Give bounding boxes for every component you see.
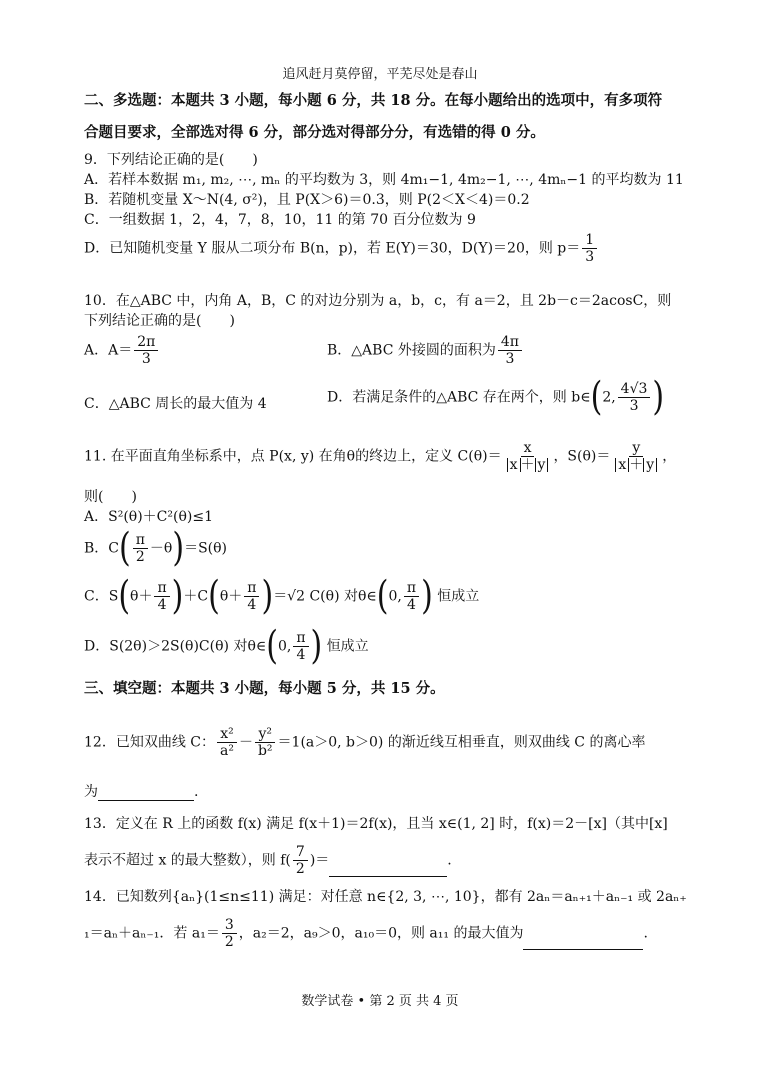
section2-instructions-line1: 二、多选题：本题共 3 小题，每小题 6 分，共 18 分。在每小题给出的选项中，有多项符 bbox=[84, 92, 663, 109]
minus-sign: － bbox=[238, 734, 253, 751]
page-footer: 数学试卷 • 第 2 页 共 4 页 bbox=[301, 994, 459, 1009]
q12-line1 bbox=[84, 726, 645, 759]
q9-option-d bbox=[84, 232, 599, 265]
q12-line2 bbox=[84, 783, 198, 801]
fraction bbox=[217, 726, 237, 759]
denominator: a² bbox=[219, 743, 234, 759]
interval-lower: 2, bbox=[602, 389, 616, 406]
interval-lower: 0, bbox=[388, 588, 402, 605]
answer-blank[interactable] bbox=[98, 786, 194, 801]
q14-line2-post: ，a₂＝2，a₉＞0，a₁₀＝0，则 a₁₁ 的最大值为 bbox=[238, 925, 524, 942]
left-paren-icon: ( bbox=[266, 623, 278, 669]
q11-then: 则( ) bbox=[84, 489, 137, 505]
answer-blank[interactable] bbox=[523, 935, 643, 950]
numerator: 3 bbox=[222, 917, 237, 934]
left-paren-icon: ( bbox=[208, 573, 220, 619]
fraction bbox=[618, 381, 651, 414]
theta-plus: θ＋ bbox=[130, 588, 153, 605]
theta-plus: θ＋ bbox=[219, 588, 243, 605]
right-paren-icon: ) bbox=[171, 573, 184, 619]
numerator: y bbox=[629, 440, 643, 457]
q12-text-post: ＝1(a＞0, b＞0) 的渐近线互相垂直，则双曲线 C 的离心率 bbox=[277, 734, 646, 751]
q9-stem: 9．下列结论正确的是( ) bbox=[84, 152, 258, 168]
section2-instructions-line2: 合题目要求，全部选对得 6 分，部分选对得部分分，有选错的得 0 分。 bbox=[84, 124, 545, 141]
numerator: π bbox=[404, 580, 419, 597]
denominator: 2 bbox=[135, 549, 145, 565]
fraction bbox=[244, 580, 259, 613]
fraction bbox=[504, 440, 552, 473]
denominator: 4 bbox=[157, 597, 167, 613]
abs-y: y bbox=[643, 458, 657, 472]
denominator: 2 bbox=[224, 934, 234, 950]
numerator: x bbox=[521, 440, 535, 457]
denominator: 3 bbox=[141, 351, 151, 367]
denominator: x ＋ y bbox=[612, 457, 660, 473]
left-paren-icon: ( bbox=[590, 374, 603, 420]
q11-option-d-text: D．S(2θ)＞2S(θ)C(θ) 对θ∈ bbox=[84, 638, 267, 655]
q14-line2 bbox=[84, 917, 648, 950]
denominator: 3 bbox=[629, 398, 639, 414]
q9-option-a: A．若样本数据 m₁, m₂, ⋯, mₙ 的平均数为 3，则 4m₁−1, 4m₂−1, ⋯, 4mₙ−1 的平均数为 11 bbox=[84, 172, 684, 188]
abs-x: x bbox=[507, 458, 521, 472]
abs-x: x bbox=[615, 458, 629, 472]
fraction bbox=[404, 580, 419, 613]
q11-stem-text: 11. 在平面直角坐标系中，点 P(x, y) 在角θ的终边上，定义 C(θ)＝ bbox=[84, 448, 502, 465]
q11-stem-mid: ，S(θ)＝ bbox=[553, 448, 611, 465]
q11-option-a: A．S²(θ)＋C²(θ)≤1 bbox=[84, 509, 213, 525]
q10-option-d bbox=[327, 374, 665, 420]
denominator: 3 bbox=[505, 351, 515, 367]
q10-stem-line2: 下列结论正确的是( ) bbox=[84, 313, 235, 329]
fraction bbox=[134, 334, 158, 367]
denominator: 4 bbox=[296, 647, 306, 663]
numerator: y² bbox=[255, 726, 275, 743]
fraction bbox=[498, 334, 522, 367]
q9-option-c: C．一组数据 1，2，4，7，8，10，11 的第 70 百分位数为 9 bbox=[84, 212, 476, 228]
numerator: 2π bbox=[134, 334, 158, 351]
numerator: π bbox=[293, 630, 308, 647]
q9-option-d-text: D．已知随机变量 Y 服从二项分布 B(n，p)，若 E(Y)＝30，D(Y)＝20，则 p＝ bbox=[84, 240, 581, 257]
left-paren-icon: ( bbox=[118, 573, 131, 619]
q10-option-b-text: B．△ABC 外接圆的面积为 bbox=[327, 342, 496, 359]
q11-stem-end: ， bbox=[662, 448, 677, 465]
interval-lower: 0, bbox=[277, 638, 292, 655]
fraction bbox=[154, 580, 169, 613]
q11-option-b-rhs: ＝S(θ) bbox=[184, 540, 228, 557]
q14-line2-text: ₁＝aₙ＋aₙ₋₁．若 a₁＝ bbox=[84, 925, 220, 942]
q11-option-c-end: 恒成立 bbox=[437, 588, 480, 605]
abs-y: y bbox=[535, 458, 549, 472]
q10-option-a-text: A．A＝ bbox=[84, 342, 133, 359]
q11-stem bbox=[84, 440, 676, 473]
q10-option-d-text: D．若满足条件的△ABC 存在两个，则 b∈ bbox=[327, 389, 591, 406]
q12-end: . bbox=[194, 784, 199, 800]
left-paren-icon: ( bbox=[376, 573, 389, 619]
numerator: 4π bbox=[498, 334, 522, 351]
numerator: 4√3 bbox=[618, 381, 651, 398]
numerator: π bbox=[154, 580, 169, 597]
right-paren-icon: ) bbox=[172, 525, 185, 571]
q14-end: . bbox=[643, 925, 648, 942]
q13-line2-post: )＝ bbox=[309, 852, 330, 869]
q11-option-b-tail: －θ bbox=[149, 540, 173, 557]
numerator: 1 bbox=[582, 232, 597, 249]
q11-option-b-text: B．C bbox=[84, 540, 119, 557]
right-paren-icon: ) bbox=[421, 573, 433, 619]
q11-option-c-text: C．S bbox=[84, 588, 119, 605]
q11-option-d bbox=[84, 623, 369, 669]
fraction bbox=[582, 232, 597, 265]
numerator: π bbox=[133, 532, 148, 549]
right-paren-icon: ) bbox=[261, 573, 274, 619]
fraction bbox=[255, 726, 276, 759]
q13-end: . bbox=[447, 852, 452, 869]
q10-option-b bbox=[327, 334, 524, 367]
q9-option-b: B．若随机变量 X～N(4, σ²)，且 P(X＞6)＝0.3，则 P(2＜X＜4)＝0.2 bbox=[84, 192, 530, 208]
right-paren-icon: ) bbox=[652, 374, 665, 420]
left-paren-icon: ( bbox=[119, 525, 131, 571]
q10-option-c: C．△ABC 周长的最大值为 4 bbox=[84, 396, 267, 412]
right-paren-icon: ) bbox=[310, 623, 323, 669]
q11-option-b bbox=[84, 525, 228, 571]
q14-line1: 14．已知数列{aₙ}(1≤n≤11) 满足：对任意 n∈{2, 3, ⋯, 10}，都有 2aₙ＝aₙ₊₁＋aₙ₋₁ 或 2aₙ₊ bbox=[84, 889, 687, 905]
denominator: b² bbox=[257, 743, 273, 759]
answer-blank[interactable] bbox=[329, 862, 447, 877]
numerator: x² bbox=[217, 726, 237, 743]
denominator: 4 bbox=[247, 597, 257, 613]
q12-text: 12．已知双曲线 C： bbox=[84, 734, 215, 751]
denominator: x ＋ y bbox=[504, 457, 552, 473]
section3-title: 三、填空题：本题共 3 小题，每小题 5 分，共 15 分。 bbox=[84, 680, 445, 697]
q13-line1: 13．定义在 R 上的函数 f(x) 满足 f(x＋1)＝2f(x)，且当 x∈(1, 2] 时，f(x)＝2－[x]（其中[x] bbox=[84, 816, 668, 832]
numerator: π bbox=[244, 580, 259, 597]
q13-line2-text: 表示不超过 x 的最大整数），则 f( bbox=[84, 852, 291, 869]
header-motto: 追风赶月莫停留，平芜尽处是春山 bbox=[282, 67, 478, 82]
fraction bbox=[133, 532, 148, 565]
q11-option-c-rhs: ＝√2 C(θ) 对θ∈ bbox=[273, 588, 377, 605]
q10-stem-line1: 10．在△ABC 中，内角 A，B，C 的对边分别为 a，b，c，有 a＝2，且 2b－c＝2acosC，则 bbox=[84, 293, 672, 309]
q11-option-c-mid: ＋C bbox=[183, 588, 209, 605]
q10-option-a bbox=[84, 334, 160, 367]
fraction bbox=[222, 917, 237, 950]
denominator: 3 bbox=[585, 249, 595, 265]
q11-option-d-end: 恒成立 bbox=[326, 638, 369, 655]
q12-line2-text: 为 bbox=[84, 784, 98, 800]
numerator: 7 bbox=[293, 844, 308, 861]
fraction bbox=[293, 844, 308, 877]
q13-line2 bbox=[84, 844, 452, 877]
q11-option-c bbox=[84, 573, 480, 619]
fraction bbox=[293, 630, 308, 663]
denominator: 2 bbox=[295, 861, 305, 877]
fraction bbox=[612, 440, 660, 473]
denominator: 4 bbox=[407, 597, 416, 613]
